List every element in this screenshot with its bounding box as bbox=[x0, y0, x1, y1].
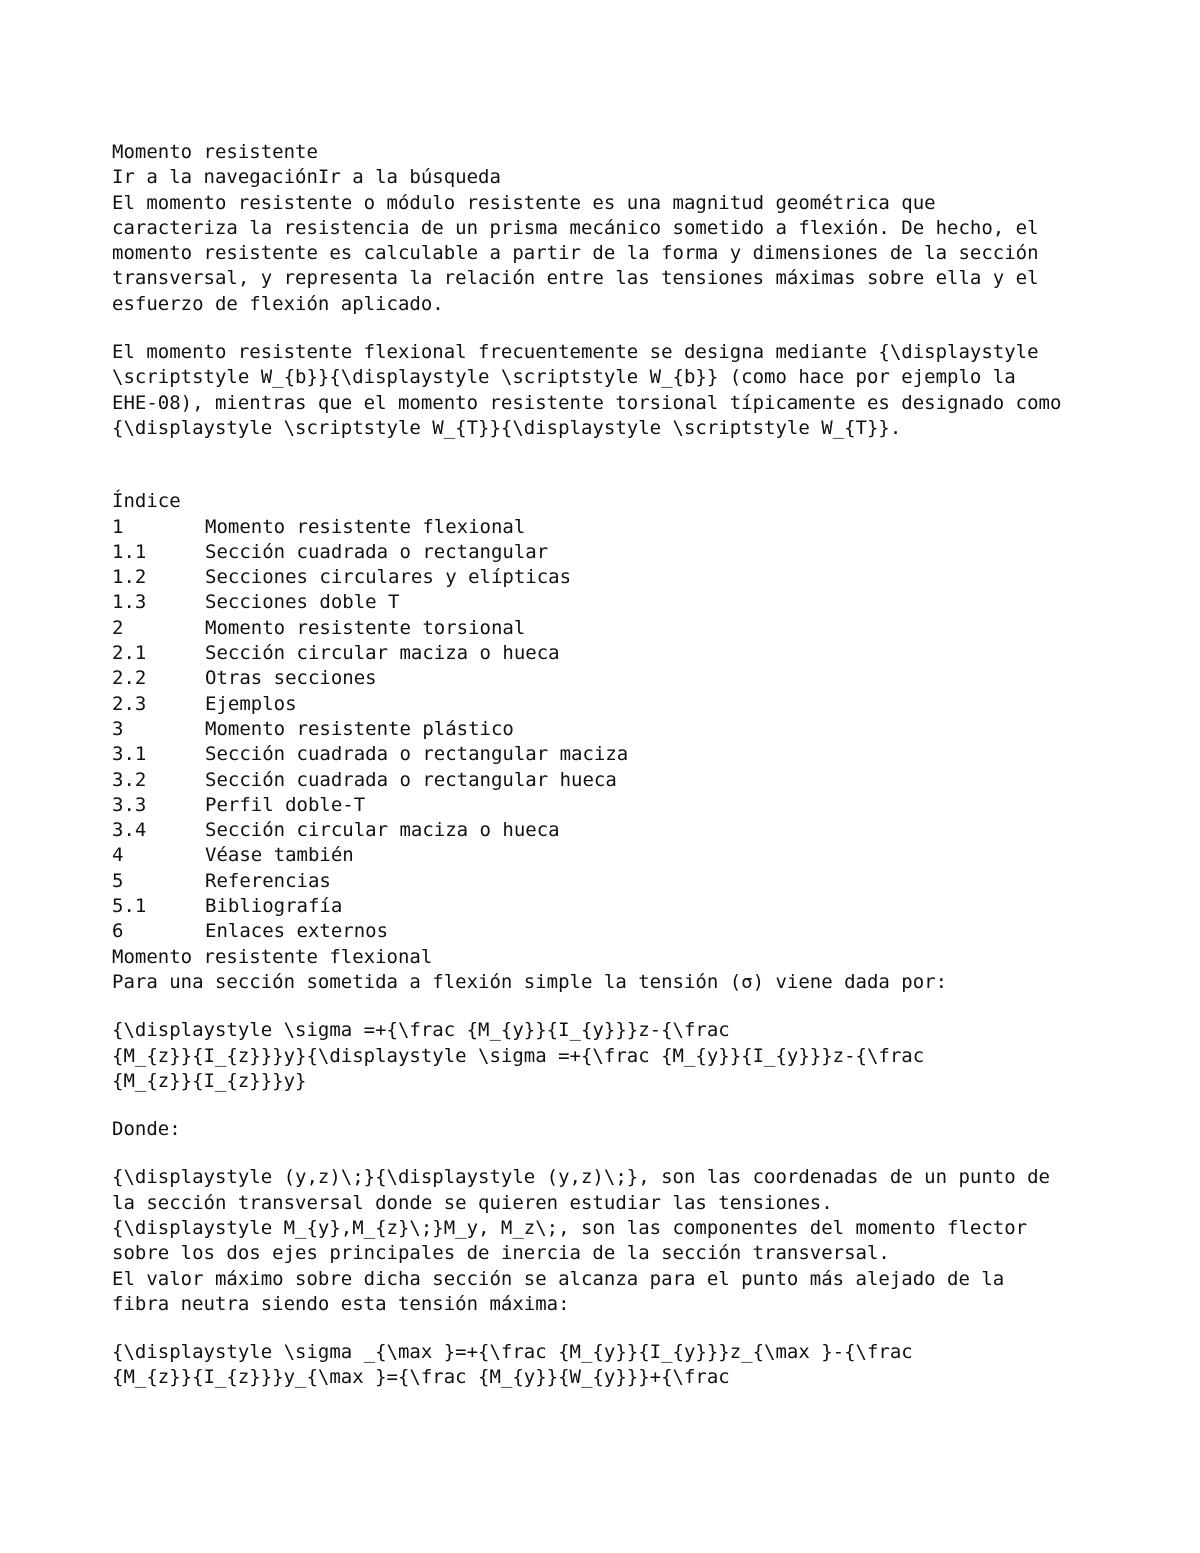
intro-line: caracteriza la resistencia de un prisma mecánico sometido a flexión. De hecho, el bbox=[112, 216, 1039, 239]
definition-line: fibra neutra siendo esta tensión máxima: bbox=[112, 1292, 570, 1315]
intro-line: esfuerzo de flexión aplicado. bbox=[112, 292, 444, 315]
definition-line: {\displaystyle M_{y},M_{z}\;}M_y, M_z\;, son las componentes del momento flector bbox=[112, 1216, 1028, 1239]
toc-number: 2 bbox=[112, 616, 124, 639]
toc-link[interactable]: Perfil doble-T bbox=[205, 793, 366, 816]
definition-line: sobre los dos ejes principales de inercia de la sección transversal. bbox=[112, 1242, 890, 1265]
toc-number: 3.3 bbox=[112, 793, 147, 816]
page-title: Momento resistente bbox=[112, 141, 318, 163]
toc-link[interactable]: Momento resistente plástico bbox=[205, 717, 514, 740]
toc-number: 1.2 bbox=[112, 566, 147, 589]
formula-line: {M_{z}}{I_{z}}}y} bbox=[112, 1069, 307, 1092]
toc-heading: Índice bbox=[112, 490, 181, 513]
intro-line: transversal, y representa la relación entre las tensiones máximas sobre ella y el bbox=[112, 267, 1039, 290]
document-page bbox=[112, 140, 1112, 1391]
spacer bbox=[112, 441, 1112, 489]
toc-link[interactable]: Referencias bbox=[205, 869, 331, 892]
spacer bbox=[112, 1094, 1112, 1117]
toc-link[interactable]: Secciones doble T bbox=[205, 591, 400, 614]
toc-item[interactable] bbox=[112, 869, 1112, 894]
toc-number: 2.3 bbox=[112, 692, 147, 715]
toc-link[interactable]: Ejemplos bbox=[205, 692, 297, 715]
nav-links[interactable]: Ir a la navegaciónIr a la búsqueda bbox=[112, 166, 501, 189]
formula-block bbox=[112, 1340, 1112, 1391]
toc-number: 2.2 bbox=[112, 667, 147, 690]
toc-number: 1 bbox=[112, 515, 124, 538]
toc-number: 1.3 bbox=[112, 591, 147, 614]
toc-item[interactable] bbox=[112, 565, 1112, 590]
spacer bbox=[112, 317, 1112, 340]
intro-line: momento resistente es calculable a partir de la forma y dimensiones de la sección bbox=[112, 242, 1039, 265]
toc-item[interactable] bbox=[112, 717, 1112, 742]
toc-item[interactable] bbox=[112, 843, 1112, 868]
designation-paragraph bbox=[112, 340, 1112, 441]
toc-link[interactable]: Momento resistente flexional bbox=[205, 515, 526, 538]
toc-item[interactable] bbox=[112, 666, 1112, 691]
intro-paragraph bbox=[112, 191, 1112, 317]
toc-item[interactable] bbox=[112, 894, 1112, 919]
toc-item[interactable] bbox=[112, 540, 1112, 565]
toc-link[interactable]: Sección cuadrada o rectangular hueca bbox=[205, 768, 617, 791]
toc-number: 3 bbox=[112, 717, 124, 740]
designation-line: El momento resistente flexional frecuentemente se designa mediante {\displaystyle bbox=[112, 341, 1039, 364]
formula-line: {\displaystyle \sigma _{\max }=+{\frac {M_{y}}{I_{y}}}z_{\max }-{\frac bbox=[112, 1341, 913, 1364]
designation-line: EHE-08), mientras que el momento resistente torsional típicamente es designado como bbox=[112, 391, 1062, 414]
toc-number: 3.2 bbox=[112, 768, 147, 791]
toc-link[interactable]: Sección circular maciza o hueca bbox=[205, 642, 560, 665]
toc-number: 2.1 bbox=[112, 642, 147, 665]
definitions-block bbox=[112, 1165, 1112, 1317]
toc-link[interactable]: Sección circular maciza o hueca bbox=[205, 819, 560, 842]
formula-line: {\displaystyle \sigma =+{\frac {M_{y}}{I_{y}}}z-{\frac bbox=[112, 1019, 730, 1042]
toc-item[interactable] bbox=[112, 768, 1112, 793]
toc-link[interactable]: Enlaces externos bbox=[205, 920, 389, 943]
toc-item[interactable] bbox=[112, 919, 1112, 944]
toc-item[interactable] bbox=[112, 590, 1112, 615]
spacer bbox=[112, 995, 1112, 1018]
toc-number: 6 bbox=[112, 920, 124, 943]
definition-line: {\displaystyle (y,z)\;}{\displaystyle (y,z)\;}, son las coordenadas de un punto de bbox=[112, 1166, 1050, 1189]
toc-number: 5 bbox=[112, 869, 124, 892]
toc-number: 1.1 bbox=[112, 540, 147, 563]
toc-item[interactable] bbox=[112, 641, 1112, 666]
toc-link[interactable]: Véase también bbox=[205, 844, 354, 867]
donde-label: Donde: bbox=[112, 1118, 181, 1141]
toc-link[interactable]: Secciones circulares y elípticas bbox=[205, 566, 572, 589]
toc-item[interactable] bbox=[112, 692, 1112, 717]
formula-line: {M_{z}}{I_{z}}}y_{\max }={\frac {M_{y}}{W_{y}}}+{\frac bbox=[112, 1366, 730, 1389]
intro-line: El momento resistente o módulo resistente es una magnitud geométrica que bbox=[112, 191, 936, 214]
definition-line: la sección transversal donde se quieren estudiar las tensiones. bbox=[112, 1191, 833, 1214]
toc-link[interactable]: Bibliografía bbox=[205, 895, 343, 918]
designation-line: {\displaystyle \scriptstyle W_{T}}{\displaystyle \scriptstyle W_{T}}. bbox=[112, 416, 902, 439]
spacer bbox=[112, 1317, 1112, 1340]
toc-item[interactable] bbox=[112, 818, 1112, 843]
section-intro: Para una sección sometida a flexión simple la tensión (σ) viene dada por: bbox=[112, 970, 948, 993]
toc-link[interactable]: Sección cuadrada o rectangular bbox=[205, 540, 549, 563]
toc-link[interactable]: Sección cuadrada o rectangular maciza bbox=[205, 743, 629, 766]
toc-item[interactable] bbox=[112, 515, 1112, 540]
toc-number: 5.1 bbox=[112, 895, 147, 918]
designation-line: \scriptstyle W_{b}}{\displaystyle \scriptstyle W_{b}} (como hace por ejemplo la bbox=[112, 366, 1016, 389]
toc-item[interactable] bbox=[112, 616, 1112, 641]
formula-block bbox=[112, 1018, 1112, 1094]
formula-line: {M_{z}}{I_{z}}}y}{\displaystyle \sigma =+{\frac {M_{y}}{I_{y}}}z-{\frac bbox=[112, 1044, 925, 1067]
toc-item[interactable] bbox=[112, 793, 1112, 818]
toc-number: 3.1 bbox=[112, 743, 147, 766]
toc-number: 3.4 bbox=[112, 819, 147, 842]
table-of-contents bbox=[112, 515, 1112, 945]
toc-item[interactable] bbox=[112, 742, 1112, 767]
section-heading: Momento resistente flexional bbox=[112, 945, 433, 968]
toc-link[interactable]: Otras secciones bbox=[205, 667, 377, 690]
spacer bbox=[112, 1142, 1112, 1165]
toc-link[interactable]: Momento resistente torsional bbox=[205, 616, 526, 639]
toc-number: 4 bbox=[112, 844, 124, 867]
definition-line: El valor máximo sobre dicha sección se alcanza para el punto más alejado de la bbox=[112, 1267, 1005, 1290]
